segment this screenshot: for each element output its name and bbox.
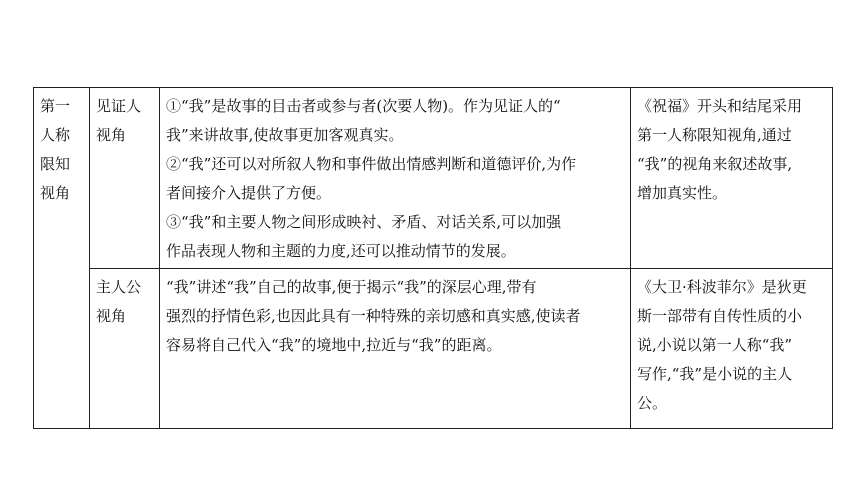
description-line: 容易将自己代入“我”的境地中,拉近与“我”的距离。 bbox=[166, 336, 502, 354]
example-line: 增加真实性。 bbox=[637, 184, 728, 202]
table-row bbox=[34, 88, 833, 269]
example-line: 斯一部带有自传性质的小 bbox=[637, 307, 803, 325]
subtype-line: 见证人 bbox=[96, 97, 142, 115]
subtype-cell-protagonist bbox=[90, 269, 160, 429]
example-cell-protagonist bbox=[631, 269, 833, 429]
subtype-cell-witness bbox=[90, 88, 160, 269]
narrative-perspective-table bbox=[33, 87, 833, 429]
description-line: 强烈的抒情色彩,也因此具有一种特殊的亲切感和真实感,使读者 bbox=[166, 307, 581, 325]
example-cell-witness bbox=[631, 88, 833, 269]
category-line: 第一 bbox=[40, 97, 71, 115]
table-row bbox=[34, 269, 833, 429]
example-line: 《大卫·科波菲尔》是狄更 bbox=[637, 278, 807, 296]
example-line: 说,小说以第一人称“我” bbox=[637, 336, 793, 354]
category-line: 视角 bbox=[40, 184, 71, 202]
description-cell-witness bbox=[160, 88, 631, 269]
description-line: 者间接介入提供了方便。 bbox=[166, 184, 332, 202]
example-line: “我”的视角来叙述故事, bbox=[637, 155, 793, 173]
category-cell bbox=[34, 88, 90, 429]
category-line: 限知 bbox=[40, 155, 71, 173]
subtype-line: 视角 bbox=[96, 307, 127, 325]
description-line: “我”讲述“我”自己的故事,便于揭示“我”的深层心理,带有 bbox=[166, 278, 537, 296]
example-line: 《祝福》开头和结尾采用 bbox=[637, 97, 803, 115]
description-line: ①“我”是故事的目击者或参与者(次要人物)。作为见证人的“ bbox=[166, 97, 561, 115]
example-line: 写作,“我”是小说的主人 bbox=[637, 365, 793, 383]
subtype-line: 视角 bbox=[96, 126, 127, 144]
description-cell-protagonist bbox=[160, 269, 631, 429]
description-line: ②“我”还可以对所叙人物和事件做出情感判断和道德评价,为作 bbox=[166, 155, 577, 173]
subtype-line: 主人公 bbox=[96, 278, 142, 296]
example-line: 第一人称限知视角,通过 bbox=[637, 126, 792, 144]
description-line: 我”来讲故事,使故事更加客观真实。 bbox=[166, 126, 404, 144]
description-line: ③“我”和主要人物之间形成映衬、矛盾、对话关系,可以加强 bbox=[166, 213, 562, 231]
category-line: 人称 bbox=[40, 126, 71, 144]
example-line: 公。 bbox=[637, 394, 668, 412]
description-line: 作品表现人物和主题的力度,还可以推动情节的发展。 bbox=[166, 242, 516, 260]
